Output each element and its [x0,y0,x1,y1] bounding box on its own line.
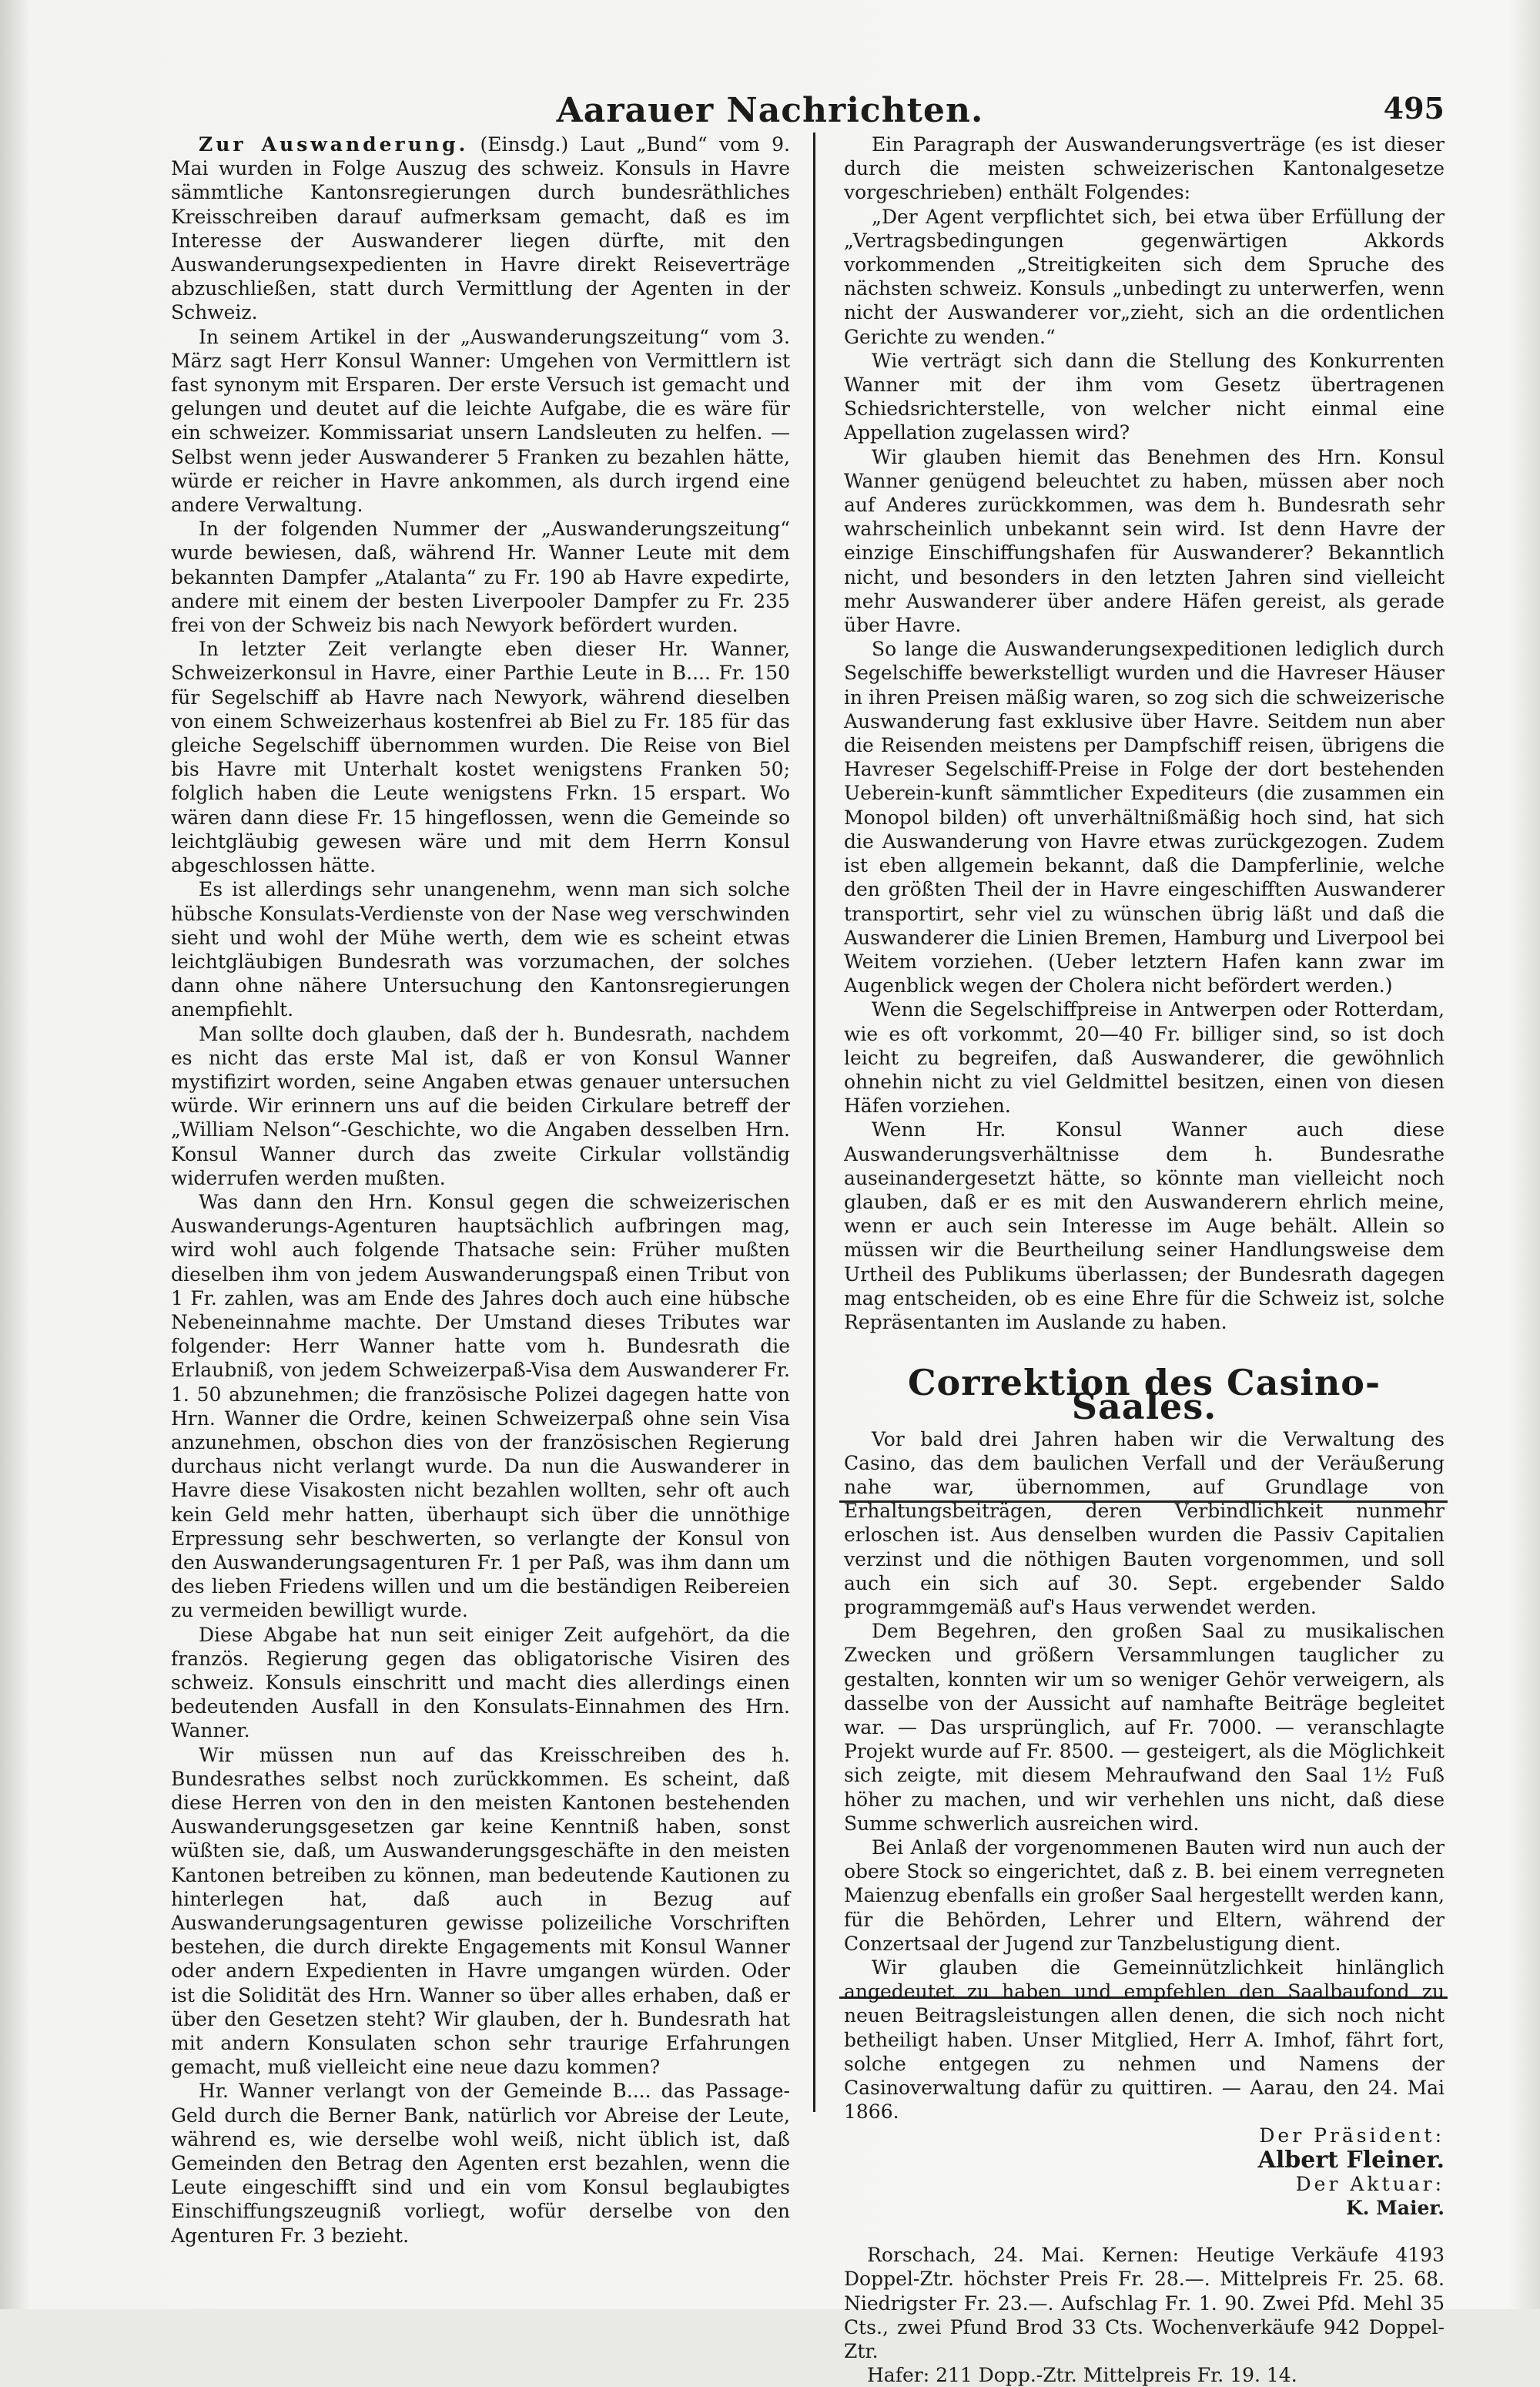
casino-paragraph: Vor bald drei Jahren haben wir die Verwaltung des Casino, das dem baulichen Verfall und der Veräußerung nahe war, übernommen, auf Grundlage von Erhaltungsbeiträgen, deren Verbindlichkeit nunmehr erloschen ist. Aus denselben wurden die Passiv Capitalien verzinst und die nöthigen Bauten vorgenommen, und soll auch ein sich auf 30. Sept. ergebender Saldo programmgemäß auf's Haus verwendet werden. [844,1427,1445,1618]
president-name: Albert Fleiner. [1257,2146,1445,2174]
article-paragraph: Ein Paragraph der Auswanderungsverträge (es ist dieser durch die meisten schweizerischen Kantonalgesetze vorgeschrieben) enthält Folgendes: [844,133,1445,204]
actuary-label: Der Aktuar: [1295,2172,1445,2195]
contract-quote: „Der Agent verpflichtet sich, bei etwa über Erfüllung der „Vertragsbedingungen gegenwärtigen Akkords vorkommenden „Streitigkeiten sich dem Spruche des nächsten schweiz. Konsuls „unbedingt zu unterwerfen, wenn nicht der Auswanderer vor„zieht, sich an die ordentlichen Gerichte zu wenden.“ [844,205,1445,348]
article-paragraph: Wir glauben hiemit das Benehmen des Hrn. Konsul Wanner genügend beleuchtet zu haben, müssen aber noch auf Anderes zurückkommen, was dem h. Bundesrath sehr wahrscheinlich unbekannt sein wird. Ist denn Havre der einzige Einschiffungshafen für Auswanderer? Bekanntlich nicht, und besonders in den letzten Jahren sind vielleicht mehr Auswanderer über andere Häfen gereist, als gerade über Havre. [844,445,1445,637]
article-paragraph: Wenn die Segelschiffpreise in Antwerpen oder Rotterdam, wie es oft vorkommt, 20—40 Fr. billiger sind, so ist doch leicht zu begreifen, daß Auswanderer, die gewöhnlich ohnehin nicht zu viel Geldmittel besitzen, einen von diesen Häfen vorziehen. [844,998,1445,1118]
article-paragraph: Hr. Wanner verlangt von der Gemeinde B.... das Passage-Geld durch die Berner Bank, natürlich vor Abreise der Leute, während es, wie derselbe wohl weiß, nicht üblich ist, daß Gemeinden den Betrag den Agenten erst bezahlen, wenn die Leute eingeschifft sind und ein vom Konsul beglaubigtes Einschiffungszeugniß vorliegt, wofür derselbe von den Agenturen Fr. 3 bezieht. [171,2080,790,2247]
article-paragraph: In seinem Artikel in der „Auswanderungszeitung“ vom 3. März sagt Herr Konsul Wanner: Umgehen von Vermittlern ist fast synonym mit Ersparen. Der erste Versuch ist gemacht und gelungen und deutet auf die leichte Aufgabe, die es wäre für ein schweizer. Kommissariat unsern Landsleuten zu helfen. — Selbst wenn jeder Auswanderer 5 Franken zu bezahlen hätte, würde er reicher in Havre ankommen, als durch irgend eine andere Verwaltung. [171,325,790,517]
actuary-name: K. Maier. [1346,2197,1445,2220]
article-paragraph: So lange die Auswanderungsexpeditionen lediglich durch Segelschiffe bewerkstelligt wurden und die Havreser Häuser in ihren Preisen mäßig waren, so zog sich die schweizerische Auswanderung fast exklusive über Havre. Seitdem nun aber die Reisenden meistens per Dampfschiff reisen, übrigens die Havreser Segelschiff-Preise in Folge der dort bestehenden Ueberein-kunft sämmtlicher Expediteurs (die zusammen ein Monopol bilden) oft unverhältnißmäßig hoch sind, hat sich die Auswanderung von Havre etwas zurückgezogen. Zudem ist eben allgemein bekannt, daß die Dampferlinie, welche den größten Theil der in Havre eingeschifften Auswanderer transportirt, sehr viel zu wünschen übrig läßt und daß die Auswanderer die Linien Bremen, Hamburg und Liverpool bei Weitem vorziehen. (Ueber letztern Hafen kann zwar im Augenblick wegen der Cholera nicht befördert werden.) [844,638,1445,997]
market-report-text: Rorschach, 24. Mai. Kernen: Heutige Verkäufe 4193 Doppel-Ztr. höchster Preis Fr. 28.—. Mittelpreis Fr. 25. 68. Niedrigster Fr. 23.—. Aufschlag Fr. 1. 90. Zwei Pfd. Mehl 35 Cts., zwei Pfund Brod 33 Cts. Wochenverkäufe 942 Doppel-Ztr. [844,2244,1445,2363]
article-paragraph: Was dann den Hrn. Konsul gegen die schweizerischen Auswanderungs-Agenturen hauptsächlich aufbringen mag, wird wohl auch folgende Thatsache sein: Früher mußten dieselben ihm von jedem Auswanderungspaß einen Tribut von 1 Fr. zahlen, was am Ende des Jahres doch auch eine hübsche Nebeneinnahme machte. Der Umstand dieses Tributes war folgender: Herr Wanner hatte vom h. Bundesrath die Erlaubniß, von jedem Schweizerpaß-Visa dem Auswanderer Fr. 1. 50 abzunehmen; die französische Polizei dagegen hatte von Hrn. Wanner die Ordre, keinen Schweizerpaß ohne sein Visa anzunehmen, obschon dies von der französischen Regierung durchaus nicht verlangt wurde. Da nun die Auswanderer in Havre diese Visakosten nicht bezahlen wollten, sehr oft auch kein Geld mehr hatten, überhaupt sich über die unnöthige Erpressung sehr beschwerten, so verlangte der Konsul von den Auswanderungsagenturen Fr. 1 per Paß, was ihm dann um des lieben Friedens willen und um die beständigen Reibereien zu vermeiden bewilligt wurde. [171,1190,790,1622]
article-paragraph: Diese Abgabe hat nun seit einiger Zeit aufgehört, da die französ. Regierung gegen das obligatorische Visiren des schweiz. Konsuls einschritt und macht dies allerdings einen bedeutenden Ausfall in den Konsulats-Einnahmen des Hrn. Wanner. [171,1623,790,1742]
article-paragraph: Wie verträgt sich dann die Stellung des Konkurrenten Wanner mit der ihm vom Gesetz übertragenen Schiedsrichterstelle, von welcher nicht einmal eine Appellation zugelassen wird? [844,349,1445,444]
article-lead: Zur Auswanderung. [199,133,469,156]
casino-heading: Correktion des Casino-Saales. [907,1362,1381,1428]
casino-paragraph: Wir glauben die Gemeinnützlichkeit hinlänglich angedeutet zu haben und empfehlen den Saalbaufond zu neuen Beitragsleistungen allen denen, die sich noch nicht betheiligt haben. Unser Mitglied, Herr A. Imhof, fährt fort, solche entgegen zu nehmen und Namens der Casinoverwaltung dafür zu quittiren. — Aarau, den 24. Mai 1866. [844,1956,1445,2124]
market-report-oats: Hafer: 211 Dopp.-Ztr. Mittelpreis Fr. 19. 14. [867,2364,1297,2387]
article-paragraph: In der folgenden Nummer der „Auswanderungszeitung“ wurde bewiesen, daß, während Hr. Wanner Leute mit dem bekannten Dampfer „Atalanta“ zu Fr. 190 ab Havre expedirte, andere mit einem der besten Liverpooler Dampfer zu Fr. 235 frei von der Schweiz bis nach Newyork befördert wurden. [171,518,790,637]
left-column [171,132,790,2248]
president-label: Der Präsident: [1259,2124,1445,2147]
right-column [844,132,1445,2387]
article-paragraph: Wenn Hr. Konsul Wanner auch diese Auswanderungsverhältnisse dem h. Bundesrathe auseinandergesetzt hätte, so könnte man vielleicht noch glauben, daß er es mit den Auswanderern ehrlich meine, wenn er auch sein Interesse im Auge behält. Allein so müssen wir die Beurtheilung seiner Handlungsweise dem Urtheil des Publikums überlassen; der Bundesrath dagegen mag entscheiden, ob es eine Ehre für die Schweiz ist, solche Repräsentanten im Auslande zu haben. [844,1118,1445,1333]
article-paragraph: Man sollte doch glauben, daß der h. Bundesrath, nachdem es nicht das erste Mal ist, daß er von Konsul Wanner mystifizirt worden, seine Angaben etwas genauer untersuchen würde. Wir erinnern uns auf die beiden Cirkulare betreff der „William Nelson“-Geschichte, wo die Angaben desselben Hrn. Konsul Wanner durch das zweite Cirkular vollständig widerrufen werden mußten. [171,1022,790,1189]
article-paragraph: Es ist allerdings sehr unangenehm, wenn man sich solche hübsche Konsulats-Verdienste von der Nase weg verschwinden sieht und wohl der Mühe werth, dem wie es scheint etwas leichtgläubigen Bundesrath was vorzumachen, der solches dann ohne nähere Untersuchung den Kantonsregierungen anempfiehlt. [171,878,790,1021]
article-paragraph: Wir müssen nun auf das Kreisschreiben des h. Bundesrathes selbst noch zurückkommen. Es scheint, daß diese Herren von den in den meisten Kantonen bestehenden Auswanderungsgesetzen gar keine Kenntniß haben, sonst wüßten sie, daß, um Auswanderungsgeschäfte in den meisten Kantonen betreiben zu können, man bedeutende Kautionen zu hinterlegen hat, daß auch in Bezug auf Auswanderungsagenturen gewisse polizeiliche Vorschriften bestehen, die durch direkte Engagements mit Konsul Wanner oder andern Expedienten in Havre umgangen würden. Oder ist die Solidität des Hrn. Wanner so über alles erhaben, daß er über den Gesetzen steht? Wir glauben, der h. Bundesrath hat mit andern Konsulaten schon sehr traurige Erfahrungen gemacht, muß vielleicht eine neue dazu kommen? [171,1743,790,2079]
page-number: 495 [1383,91,1445,126]
market-report [844,2243,1445,2387]
casino-paragraph: Bei Anlaß der vorgenommenen Bauten wird nun auch der obere Stock so eingerichtet, daß z. B. bei einem verregneten Maienzug ebenfalls ein großer Saal hergestellt werden kann, für die Behörden, Lehrer und Eltern, während der Conzertsaal der Jugend zur Tanzbelustigung dient. [844,1836,1445,1955]
newspaper-title: Aarauer Nachrichten. [556,91,984,130]
article-paragraph: In letzter Zeit verlangte eben dieser Hr. Wanner, Schweizerkonsul in Havre, einer Parthie Leute in B.... Fr. 150 für Segelschiff ab Havre nach Newyork, während dieselben von einem Schweizerhaus kostenfrei ab Biel zu Fr. 185 für das gleiche Segelschiff übernommen wurden. Die Reise von Biel bis Havre mit Unterhalt kostet wenigstens Franken 50; folglich haben die Leute wenigstens Frkn. 15 erspart. Wo wären dann diese Fr. 15 hingeflossen, wenn die Gemeinde so leichtgläubig gewesen wäre und mit dem Herrn Konsul abgeschlossen hätte. [171,638,790,877]
casino-paragraph: Dem Begehren, den großen Saal zu musikalischen Zwecken und größern Versammlungen tauglicher zu gestalten, konnten wir um so weniger Gehör verweigern, als dasselbe von der Aussicht auf namhafte Beiträge begleitet war. — Das ursprünglich, auf Fr. 7000. — veranschlagte Projekt wurde auf Fr. 8500. — gesteigert, als die Möglichkeit sich zeigte, mit diesem Mehraufwand den Saal 1½ Fuß höher zu machen, und wir verhehlen uns nicht, daß diese Summe schwerlich ausreichen wird. [844,1620,1445,1835]
column-divider [813,132,815,2112]
article-paragraph: Zur Auswanderung. (Einsdg.) Laut „Bund“ vom 9. Mai wurden in Folge Auszug des schweiz. Konsuls in Havre sämmtliche Kantonsregierungen durch bundesräthliches Kreisschreiben darauf aufmerksam gemacht, daß es im Interesse der Auswanderer liegen dürfte, mit den Auswanderungsexpedienten in Havre direkt Reiseverträge abzuschließen, statt durch Vermittlung der Agenten in der Schweiz. [171,133,790,324]
